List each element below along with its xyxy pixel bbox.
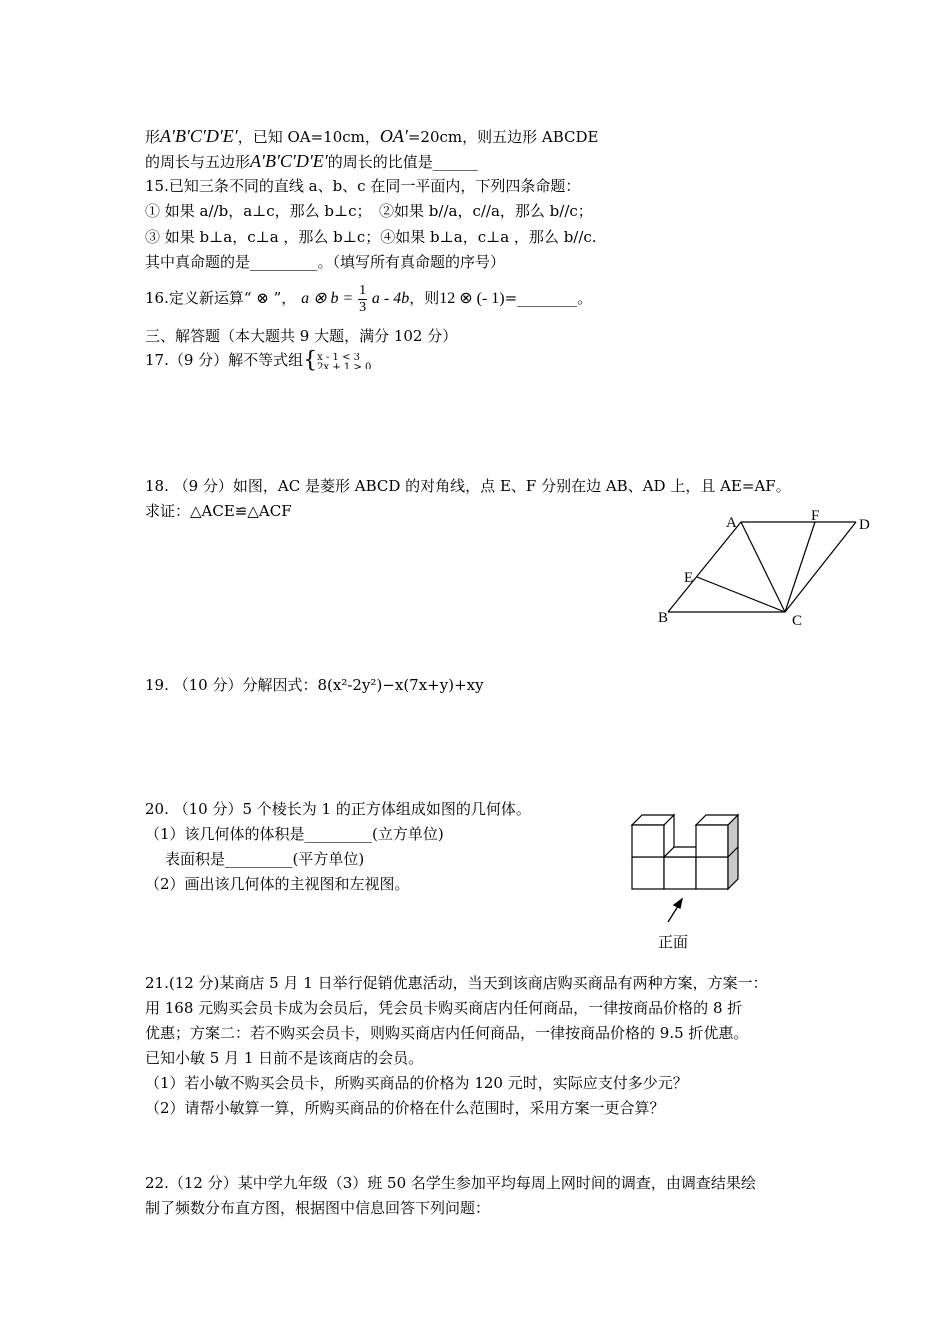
segment-EC <box>697 577 785 612</box>
q18-line2: 求证：△ACE≌△ACF <box>145 502 292 520</box>
q15-line1: 15.已知三条不同的直线 a、b、c 在同一平面内，下列四条命题： <box>145 177 581 195</box>
edge-AB <box>668 522 741 612</box>
edge-DC <box>785 522 856 612</box>
cube-front-bottom-2 <box>664 857 696 889</box>
q15-line2: ① 如果 a//b，a⊥c，那么 b⊥c； ②如果 b//a，c//a，那么 b//c； <box>145 202 593 220</box>
label-E: E <box>684 570 694 586</box>
label-F: F <box>811 508 820 524</box>
q14-line2: 的周长与五边形A′B′C′D′E′的周长的比值是______ <box>145 151 478 171</box>
segment-FC <box>785 522 815 612</box>
section-heading: 三、解答题（本大题共 9 大题，满分 102 分） <box>145 327 458 345</box>
q20-line3: 表面积是_________(平方单位) <box>165 850 365 868</box>
q21-line1: 21.(12 分)某商店 5 月 1 日举行促销优惠活动，当天到该商店购买商品有两种方案，方案一： <box>145 974 768 992</box>
front-label: 正面 <box>658 935 689 951</box>
pentagon-name: A′B′C′D′E′ <box>160 126 238 146</box>
rhombus-figure <box>640 505 890 630</box>
inequality-system: x - 1 < 3 2x + 1 > 0 <box>317 353 372 369</box>
fraction: $\frac{1}{3}$ <box>359 282 367 315</box>
label-B: B <box>658 610 669 626</box>
q20-line4: （2）画出该几何体的主视图和左视图。 <box>145 875 410 893</box>
q21-line5: （1）若小敏不购买会员卡，所购买商品的价格为 120 元时，实际应支付多少元？ <box>145 1074 688 1092</box>
label-C: C <box>792 613 803 629</box>
q17-line: 17.（9 分）解不等式组{ x - 1 < 3 2x + 1 > 0 <box>145 348 372 373</box>
q21-line4: 已知小敏 5 月 1 日前不是该商店的会员。 <box>145 1049 424 1067</box>
q16-line: 16.定义新运算“ ⊗ ”， a ⊗ b = $\frac{1}{3}$ a - 4b，则12 ⊗ (- 1)=________。 <box>145 282 593 315</box>
q21-line3: 优惠；方案二：若不购买会员卡，则购买商店内任何商品，一律按商品价格的 9.5 折优惠。 <box>145 1024 749 1042</box>
cube-figure <box>620 805 760 955</box>
q14-line1: 形A′B′C′D′E′，已知 OA=10cm，OA′=20cm，则五边形 ABCDE <box>145 126 599 146</box>
q18-line1: 18. （9 分）如图，AC 是菱形 ABCD 的对角线，点 E、F 分别在边 AB、AD 上，且 AE=AF。 <box>145 477 791 495</box>
q20-line1: 20. （10 分）5 个棱长为 1 的正方体组成如图的几何体。 <box>145 800 531 818</box>
pentagon-name: A′B′C′D′E′ <box>250 151 328 171</box>
diagonal-AC <box>741 522 785 612</box>
cube-front-top-left <box>632 825 664 857</box>
q20-line2: （1）该几何体的体积是_________(立方单位) <box>145 825 444 843</box>
label-A: A <box>726 515 737 531</box>
q21-line6: （2）请帮小敏算一算，所购买商品的价格在什么范围时，采用方案一更合算？ <box>145 1099 665 1117</box>
label-D: D <box>859 517 870 533</box>
arrow-head <box>674 899 682 908</box>
q22-line2: 制了频数分布直方图，根据图中信息回答下列问题： <box>145 1199 491 1217</box>
cube-front-bottom-1 <box>632 857 664 889</box>
oa-prime: OA′ <box>379 126 408 146</box>
q21-line2: 用 168 元购买会员卡成为会员后，凭会员卡购买商店内任何商品，一律按商品价格的 8 折 <box>145 999 743 1017</box>
q19-line: 19. （10 分）分解因式：8(x²-2y²)−x(7x+y)+xy <box>145 676 484 694</box>
cube-front-bottom-3 <box>696 857 728 889</box>
q15-line3: ③ 如果 b⊥a，c⊥a ，那么 b⊥c；④如果 b⊥a，c⊥a ，那么 b//c. <box>145 228 597 246</box>
cube-front-top-right <box>696 825 728 857</box>
q15-line4: 其中真命题的是_________。（填写所有真命题的序号） <box>145 253 506 271</box>
q22-line1: 22.（12 分）某中学九年级（3）班 50 名学生参加平均每周上网时间的调查，由调查结果绘 <box>145 1174 756 1192</box>
